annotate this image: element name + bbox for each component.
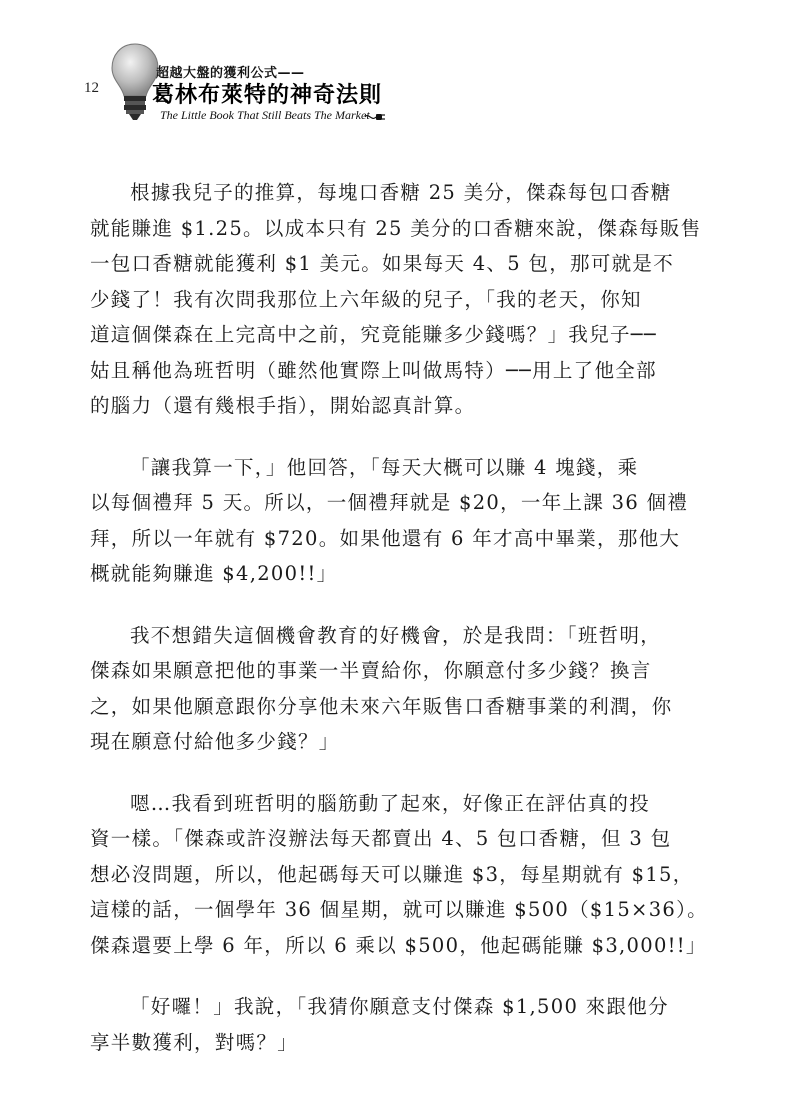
text-line: 少錢了！我有次問我那位上六年級的兒子，「我的老天，你知 bbox=[90, 287, 642, 311]
text-line: 概就能夠賺進 $4,200!!」 bbox=[90, 562, 338, 585]
text-line: 以每個禮拜 5 天。所以，一個禮拜就是 $20，一年上課 36 個禮 bbox=[90, 491, 689, 514]
text-line: 拜，所以一年就有 $720。如果他還有 6 年才高中畢業，那他大 bbox=[90, 526, 681, 550]
text-line: 一包口香糖就能獲利 $1 美元。如果每天 4、5 包，那可就是不 bbox=[90, 252, 675, 275]
text-line: 根據我兒子的推算，每塊口香糖 25 美分，傑森每包口香糖 bbox=[130, 181, 672, 204]
plug-icon bbox=[364, 110, 386, 124]
book-subtitle: The Little Book That Still Beats The Market bbox=[160, 108, 370, 122]
text-line: 資一樣。「傑森或許沒辦法每天都賣出 4、5 包口香糖，但 3 包 bbox=[90, 827, 672, 850]
paragraph bbox=[90, 989, 690, 1060]
paragraph bbox=[90, 786, 708, 964]
text-line: 傑森還要上學 6 年，所以 6 乘以 $500，他起碼能賺 $3,000!!」 bbox=[90, 933, 707, 957]
running-header bbox=[110, 40, 410, 130]
text-line: 這樣的話，一個學年 36 個星期，就可以賺進 $500（$15×36）。 bbox=[90, 898, 708, 921]
text-line: 我不想錯失這個機會教育的好機會，於是我問：「班哲明， bbox=[130, 623, 662, 647]
text-line: 想必沒問題，所以，他起碼每天可以賺進 $3，每星期就有 $15， bbox=[90, 862, 694, 886]
paragraph bbox=[90, 618, 690, 760]
page-number: 12 bbox=[84, 80, 99, 96]
text-line: 就能賺進 $1.25。以成本只有 25 美分的口香糖來說，傑森每販售 bbox=[90, 216, 702, 240]
text-line: 現在願意付給他多少錢？」 bbox=[90, 730, 340, 753]
text-line: 「讓我算一下，」他回答，「每天大概可以賺 4 塊錢，乘 bbox=[130, 455, 639, 479]
text-line: 道這個傑森在上完高中之前，究竟能賺多少錢嗎？」我兒子── bbox=[90, 323, 657, 346]
text-line: 「好囉！」我說，「我猜你願意支付傑森 $1,500 來跟他分 bbox=[130, 995, 669, 1018]
paragraph bbox=[90, 450, 690, 592]
book-series-kicker: 超越大盤的獲利公式—— bbox=[156, 66, 305, 81]
body-text bbox=[90, 175, 708, 1086]
book-title: 葛林布萊特的神奇法則 bbox=[152, 82, 383, 108]
text-line: 之，如果他願意跟你分享他未來六年販售口香糖事業的利潤，你 bbox=[90, 694, 673, 718]
text-line: 嗯…我看到班哲明的腦筋動了起來，好像正在評估真的投 bbox=[130, 791, 651, 815]
paragraph bbox=[90, 175, 702, 424]
text-line: 姑且稱他為班哲明（雖然他實際上叫做馬特）──用上了他全部 bbox=[90, 358, 657, 382]
text-line: 的腦力（還有幾根手指），開始認真計算。 bbox=[90, 394, 476, 417]
text-line: 傑森如果願意把他的事業一半賣給你，你願意付多少錢？換言 bbox=[90, 659, 652, 682]
text-line: 享半數獲利，對嗎？」 bbox=[90, 1030, 299, 1054]
